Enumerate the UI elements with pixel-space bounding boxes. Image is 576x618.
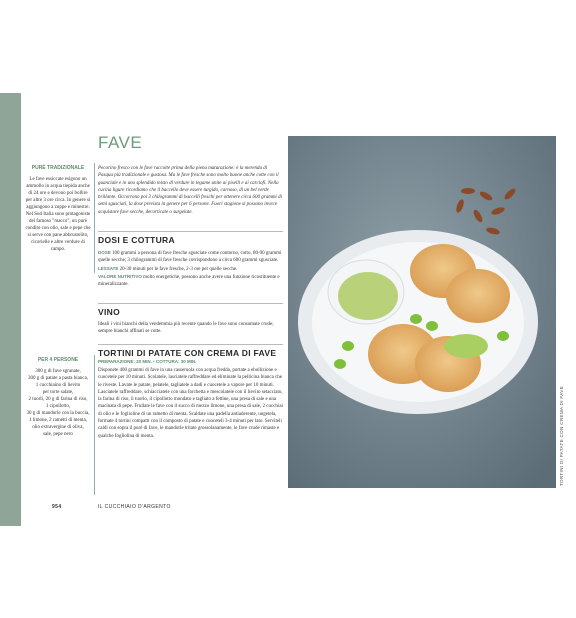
recipe-method: Disponete 400 grammi di fave in una casseruola con acqua fredda, portate a ebollizione e cuocetele per 10 minuti. Scolatele, lasciatele raffreddare ed eliminate la pellicina bianca che le riveste. Lavate le patate, pelatele, tagliatele a dadi e cuocetele a vapore per 10 minuti. Lasciatele raffreddare, schiacciatele con una forchetta e mescolatele con il lievito setacciato, la farina di riso, il tuorlo, il cipollotto mondato e tagliato a fettine, una presa di sale e una macinata di pepe. Frullate le fave con il succo di mezzo limone, una presa di sale, 2 cucchiai di olio e le foglioline di un rametto di menta. Scaldate una padella antiaderente, ungetela, formate 4 tortini compatti con il composto di patate e cuoceteli 3-4 minuti per lato. Serviteli caldi con sopra il purè di fave, le mandorle tritate grossolanamente, le fave crude rimaste e qualche fogliolina di menta. — [98, 368, 283, 439]
ingredient-item: 2 tuorli, 20 g di farina di riso, — [28, 397, 88, 402]
divider — [98, 303, 283, 304]
page-number: 954 — [52, 504, 62, 510]
valore-label: VALORE NUTRITIVO — [98, 273, 142, 279]
ingredient-item: 300 g di patate a pasta bianca, — [27, 376, 89, 381]
ingredient-item: 30 g di mandorle con la buccia, — [26, 411, 90, 416]
ingredient-item: olio extravergine di oliva, — [32, 425, 84, 430]
ingredients-box — [25, 357, 91, 438]
servings-heading: PER 4 PERSONE — [37, 357, 79, 363]
ingredient-item: 1 limone, 2 rametti di menta, — [29, 418, 87, 423]
ingredient-item: 300 g di fave sgranate, — [35, 369, 81, 374]
ingredient-item: per torte salate, — [42, 390, 74, 395]
recipe-prep-time: PREPARAZIONE: 20 MIN. • COTTURA: 30 MIN. — [98, 359, 197, 364]
page-title: FAVE — [98, 133, 143, 152]
recipe-photo — [288, 136, 556, 488]
section-heading-vino: VINO — [98, 307, 120, 317]
intro-paragraph: Pecorino fresco con le fave raccolte prima della piena maturazione: è la merenda di Pasqua più tradizionale e gustosa. Ma le fave fresche sono molto buone anche cotte con il guanciale e in uno splendido misto di verdure in tegame unite ai piselli e ai carciofi. Nella cucina ligure ricordiamo che il baccello deve essere turgido, carnoso, di un bel verde brillante. Occorrono poi 3 chilogrammi di baccelli freschi per ottenere circa 600 grammi di semi sgusciati, la dose prevista in genere per 6 persone. Fuori stagione si possono invece acquistare fave secche, decorticate o surgelate. — [98, 166, 282, 215]
sidebar-heading: PURÈ TRADIZIONALE — [31, 165, 85, 171]
photo-caption: TORTINI DI PATATE CON CREMA DI FAVE — [559, 385, 564, 486]
ingredient-item: sale, pepe nero — [43, 432, 73, 437]
green-spine-band — [0, 93, 21, 526]
lessate-label: LESSATE — [98, 265, 119, 271]
sidebar-text: Le fave essiccate esigono un ammollo in acqua tiepida anche di 24 ore e devono poi bollire per altre 3 ore circa. In genere si aggiungono a zuppe e minestre. Nel Sud Italia sono protagoniste del famoso "macco", un purè condito con olio, sale e pepe che si serve con pane abbrustolito, cicorielle e altre verdure di campo. — [25, 177, 91, 252]
lessate-text: 20-30 minuti per le fave fresche, 2-3 ore per quelle secche. — [119, 266, 238, 272]
ingredients-list — [25, 368, 91, 438]
dose-label: DOSE — [98, 250, 111, 255]
ingredient-item: 1 cucchiaino di lievito — [35, 383, 81, 388]
dosi-paragraph — [98, 249, 283, 288]
divider — [98, 344, 283, 345]
food-illustration — [288, 136, 556, 488]
recipe-title: TORTINI DI PATATE CON CREMA DI FAVE — [98, 348, 277, 358]
sidebar-note-pure — [25, 165, 91, 253]
ingredient-item: 1 cipollotto, — [45, 404, 71, 409]
divider — [94, 355, 95, 495]
section-heading-dosi: DOSI E COTTURA — [98, 235, 175, 245]
divider — [94, 163, 95, 273]
divider — [98, 231, 283, 232]
dose-text: 100 grammi a persona di fave fresche sgusciate come contorno, cotto, 80-90 grammi quelle secche; 3 chilogrammi di fave fresche corrispondono a circa 600 grammi sgusciate. — [98, 251, 282, 264]
running-footer-title: IL CUCCHIAIO D'ARGENTO — [98, 504, 171, 510]
valore-text: molto energetiche, possono anche avere una funzione ricostituente e mineralizzante. — [98, 274, 280, 288]
vino-paragraph: Ideali i vini bianchi della vendemmia più recente quando le fave sono consumate crude; sempre bianchi affinati se cotte. — [98, 322, 274, 335]
